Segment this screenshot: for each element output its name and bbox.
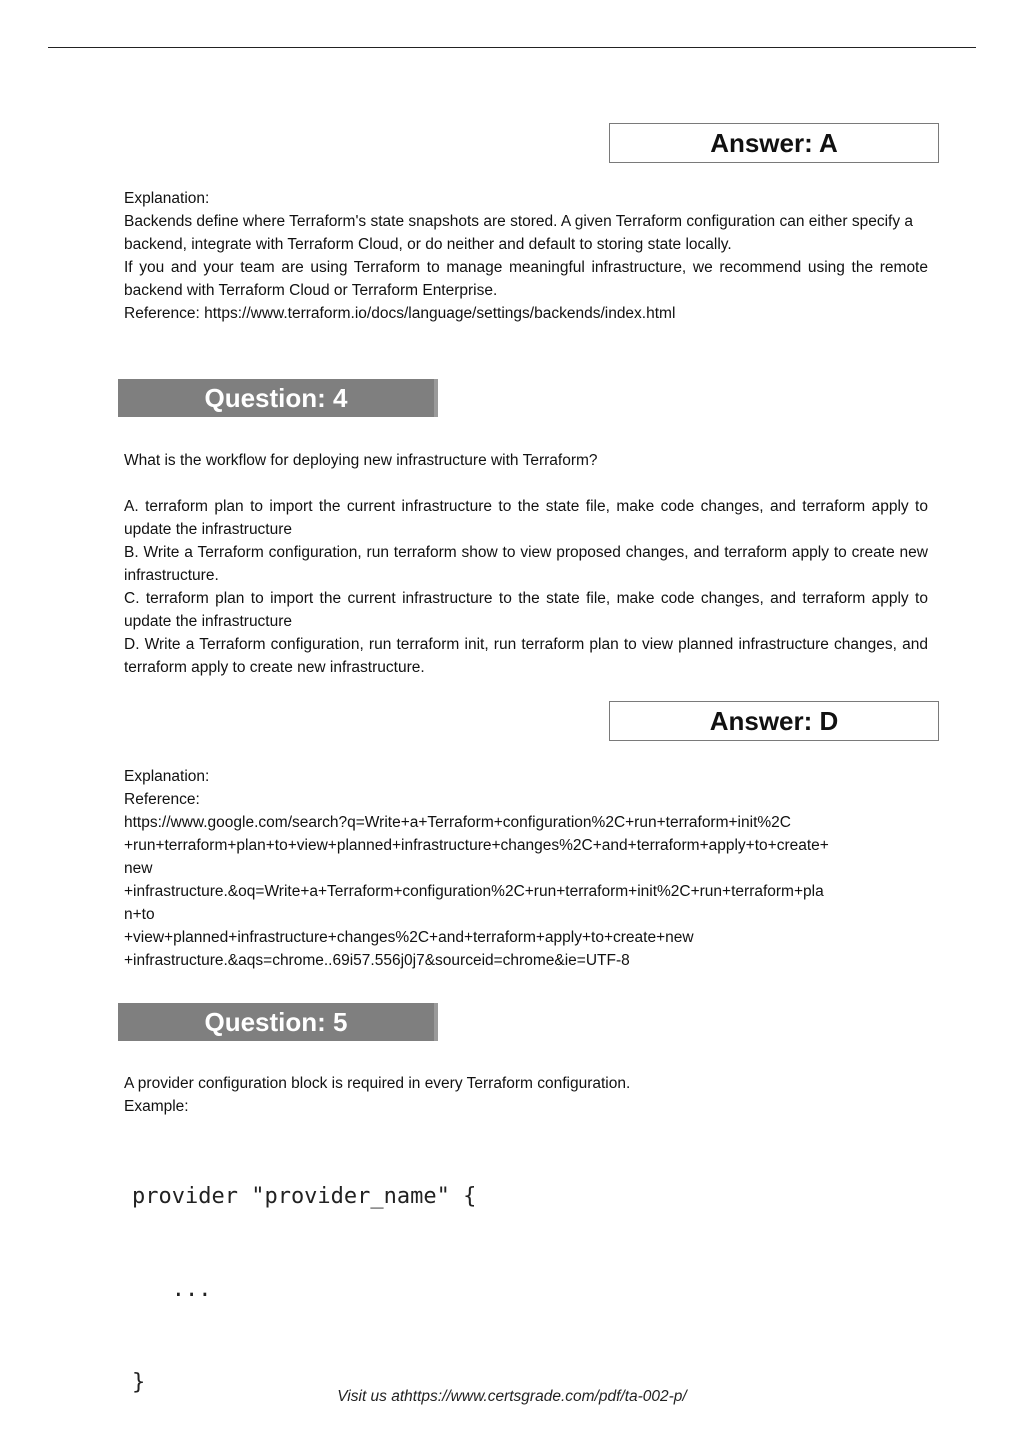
footer-link[interactable]: Visit us athttps://www.certsgrade.com/pdf/ta-002-p/ — [337, 1388, 687, 1405]
option-b: B. Write a Terraform configuration, run terraform show to view proposed changes, and terraform apply to create new infrastructure. — [124, 544, 928, 584]
question-header-5 — [118, 1003, 438, 1041]
explanation-paragraph: Backends define where Terraform's state snapshots are stored. A given Terraform configuration can either specify a backend, integrate with Terraform Cloud, or do neither and default to storing state locally. — [124, 213, 914, 253]
question-4-prompt — [124, 449, 928, 472]
footer — [0, 1388, 1024, 1406]
reference-url-line[interactable]: +view+planned+infrastructure+changes%2C+and+terraform+apply+to+create+new — [124, 929, 694, 946]
question-label: Question: 5 — [204, 1006, 348, 1037]
reference-url-line[interactable]: https://www.google.com/search?q=Write+a+Terraform+configuration%2C+run+terraform+init%2C — [124, 814, 791, 831]
reference-url-line[interactable]: n+to — [124, 906, 155, 923]
option-c: C. terraform plan to import the current infrastructure to the state file, make code changes, and terraform apply to update the infrastructure — [124, 590, 928, 630]
reference-url-line[interactable]: new — [124, 860, 153, 877]
reference-url-line[interactable]: +infrastructure.&aqs=chrome..69i57.556j0j7&sourceid=chrome&ie=UTF-8 — [124, 952, 630, 969]
answer-label: Answer: D — [709, 705, 839, 736]
explanation-block-2 — [124, 765, 928, 972]
header-rule — [48, 47, 976, 48]
explanation-heading: Explanation: — [124, 768, 210, 785]
answer-box-a — [609, 123, 939, 163]
example-label: Example: — [124, 1098, 189, 1115]
reference-url-line[interactable]: +run+terraform+plan+to+view+planned+infrastructure+changes%2C+and+terraform+apply+to+create+ — [124, 837, 829, 854]
explanation-heading: Explanation: — [124, 190, 210, 207]
explanation-paragraph: If you and your team are using Terraform to manage meaningful infrastructure, we recommend using the remote backend with Terraform Cloud or Terraform Enterprise. — [124, 259, 928, 299]
question-header-4 — [118, 379, 438, 417]
option-a: A. terraform plan to import the current infrastructure to the state file, make code changes, and terraform apply to update the infrastructure — [124, 498, 928, 538]
reference-label: Reference: — [124, 791, 200, 808]
explanation-block-1 — [124, 187, 928, 325]
reference-url-line[interactable]: +infrastructure.&oq=Write+a+Terraform+configuration%2C+run+terraform+init%2C+run+terraform+pla — [124, 883, 824, 900]
question-text: A provider configuration block is required in every Terraform configuration. — [124, 1075, 631, 1092]
option-d: D. Write a Terraform configuration, run terraform init, run terraform plan to view planned infrastructure changes, and terraform apply to create new infrastructure. — [124, 636, 928, 676]
reference-link[interactable]: Reference: https://www.terraform.io/docs/language/settings/backends/index.html — [124, 305, 676, 322]
code-example — [132, 1119, 476, 1429]
answer-box-d — [609, 701, 939, 741]
code-line: provider "provider_name" { — [132, 1184, 477, 1209]
code-line: ... — [132, 1277, 212, 1302]
question-text: What is the workflow for deploying new infrastructure with Terraform? — [124, 452, 598, 469]
answer-label: Answer: A — [710, 127, 838, 158]
question-label: Question: 4 — [204, 382, 348, 413]
code-line: } — [132, 1370, 146, 1395]
question-4-options — [124, 495, 928, 679]
question-5-prompt — [124, 1072, 928, 1118]
